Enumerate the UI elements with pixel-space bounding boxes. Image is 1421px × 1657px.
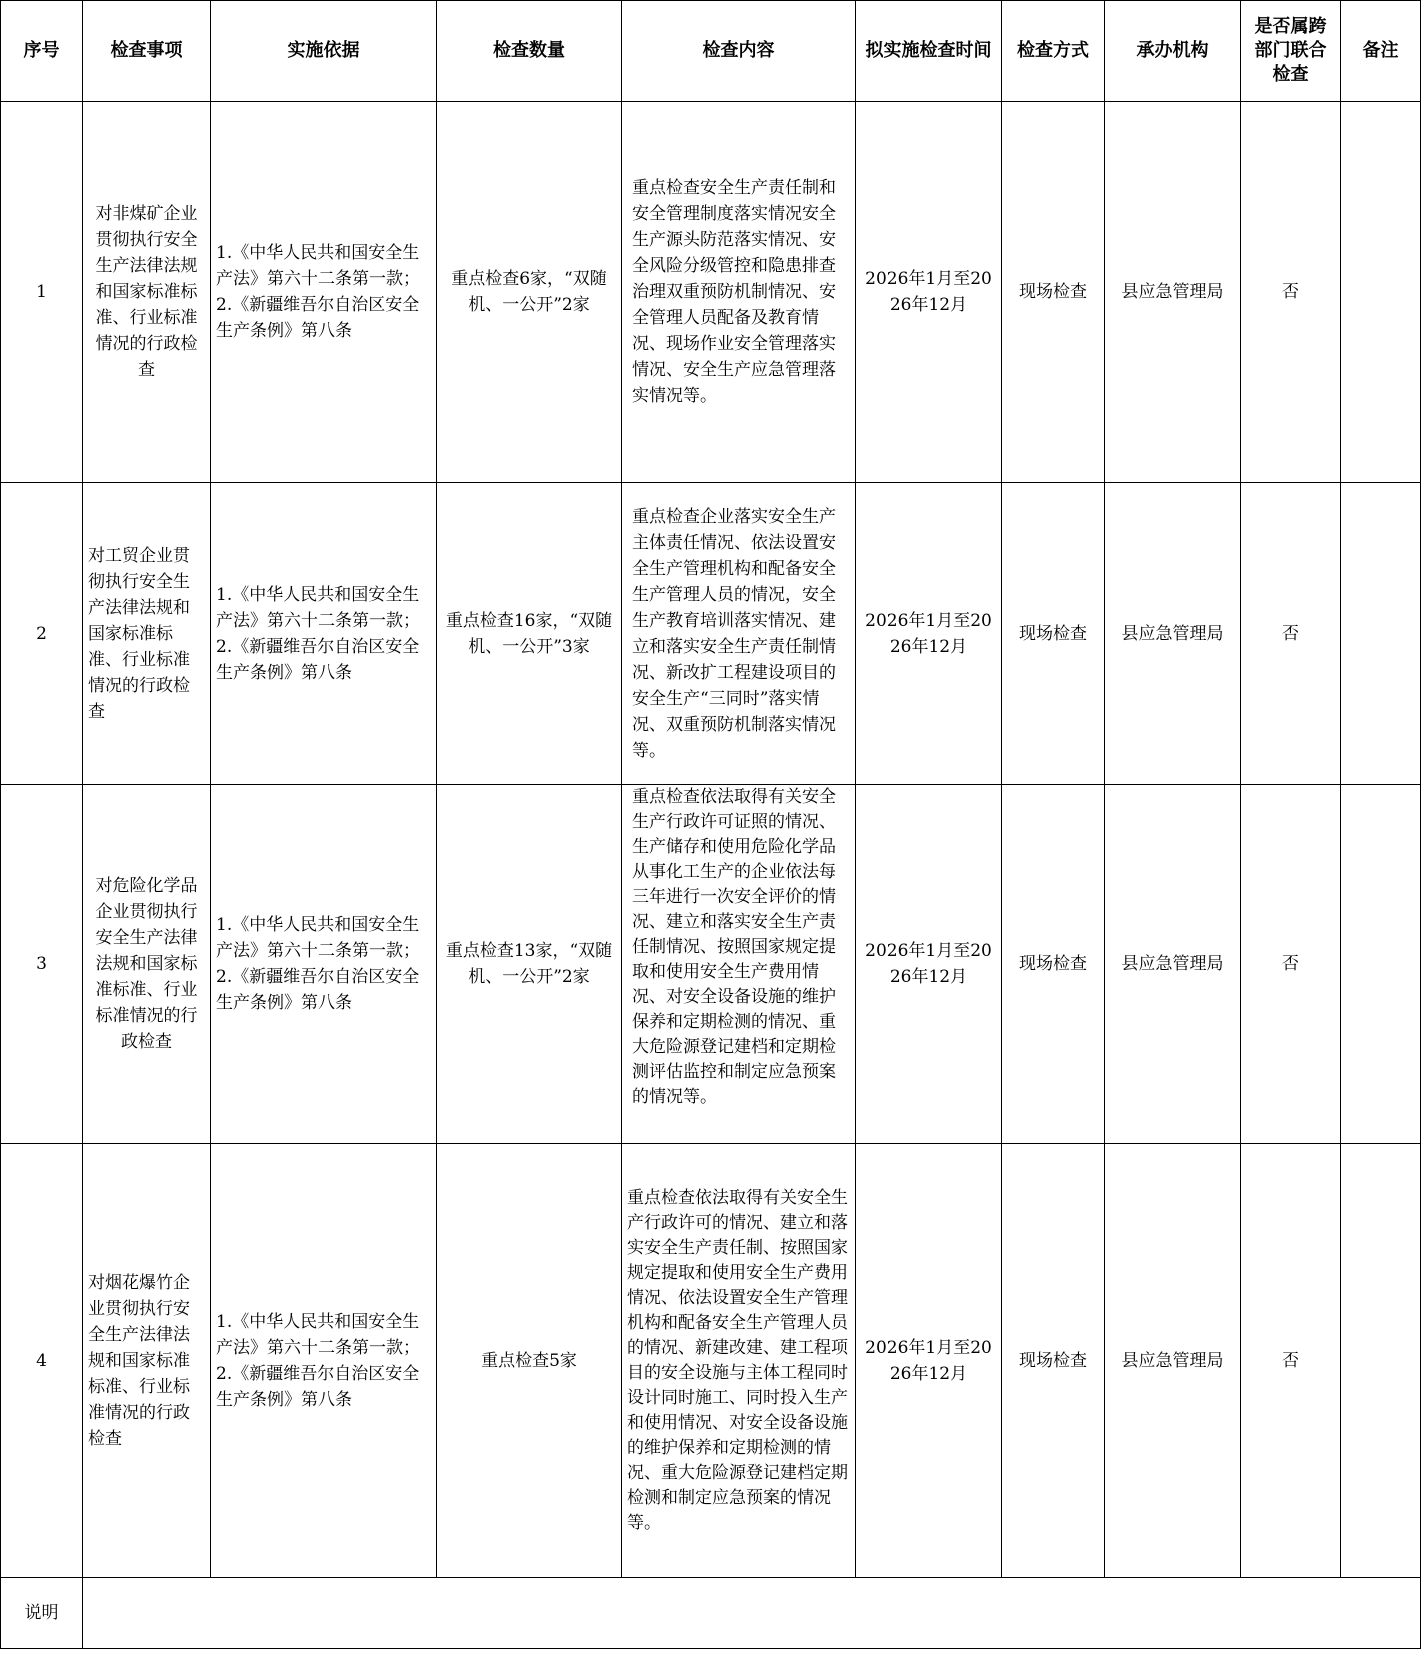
row-quantity: 重点检查5家: [437, 1144, 622, 1578]
row-remark: [1341, 1144, 1421, 1578]
table-row: [1, 785, 1421, 1144]
row-item: 对烟花爆竹企业贯彻执行安全生产法律法规和国家标准标准、行业标准情况的行政检查: [83, 1144, 211, 1578]
row-content: 重点检查企业落实安全生产主体责任情况、依法设置安全生产管理机构和配备安全生产管理人员的情况，安全生产教育培训落实情况、建立和落实安全生产责任制情况、新改扩工程建设项目的安全生产“三同时”落实情况、双重预防机制落实情况等。: [622, 483, 856, 785]
row-method: 现场检查: [1002, 785, 1105, 1144]
row-seq: 1: [1, 102, 83, 483]
row-basis: 1.《中华人民共和国安全生产法》第六十二条第一款；2.《新疆维吾尔自治区安全生产条例》第八条: [211, 785, 437, 1144]
row-method: 现场检查: [1002, 1144, 1105, 1578]
row-remark: [1341, 102, 1421, 483]
row-remark: [1341, 785, 1421, 1144]
row-quantity: 重点检查13家，“双随机、一公开”2家: [437, 785, 622, 1144]
row-content: 重点检查依法取得有关安全生产行政许可的情况、建立和落实安全生产责任制、按照国家规定提取和使用安全生产费用情况、依法设置安全生产管理机构和配备安全生产管理人员的情况、新建改建、建工程项目的安全设施与主体工程同时设计同时施工、同时投入生产和使用情况、对安全设备设施的维护保养和定期检测的情况、重大危险源登记建档定期检测和制定应急预案的情况等。: [622, 1144, 856, 1578]
row-time: 2026年1月至2026年12月: [856, 483, 1002, 785]
row-content: 重点检查安全生产责任制和安全管理制度落实情况安全生产源头防范落实情况、安全风险分级管控和隐患排查治理双重预防机制情况、安全管理人员配备及教育情况、现场作业安全管理落实情况、安全生产应急管理落实情况等。: [622, 102, 856, 483]
row-seq: 4: [1, 1144, 83, 1578]
table-row: [1, 483, 1421, 785]
row-time: 2026年1月至2026年12月: [856, 785, 1002, 1144]
row-joint: 否: [1241, 785, 1341, 1144]
header-item: 检查事项: [83, 1, 211, 102]
footer-label: 说明: [1, 1578, 83, 1649]
row-method: 现场检查: [1002, 102, 1105, 483]
row-method: 现场检查: [1002, 483, 1105, 785]
table-row: [1, 1144, 1421, 1578]
row-item: 对非煤矿企业贯彻执行安全生产法律法规和国家标准标准、行业标准情况的行政检查: [83, 102, 211, 483]
header-basis: 实施依据: [211, 1, 437, 102]
table-row: [1, 102, 1421, 483]
header-remark: 备注: [1341, 1, 1421, 102]
header-time: 拟实施检查时间: [856, 1, 1002, 102]
footer-value: [83, 1578, 1421, 1649]
row-basis: 1.《中华人民共和国安全生产法》第六十二条第一款；2.《新疆维吾尔自治区安全生产条例》第八条: [211, 102, 437, 483]
header-quantity: 检查数量: [437, 1, 622, 102]
row-agency: 县应急管理局: [1105, 483, 1241, 785]
footer-row: [1, 1578, 1421, 1649]
header-seq: 序号: [1, 1, 83, 102]
row-quantity: 重点检查16家，“双随机、一公开”3家: [437, 483, 622, 785]
header-joint: 是否属跨部门联合检查: [1241, 1, 1341, 102]
row-content: 重点检查依法取得有关安全生产行政许可证照的情况、生产储存和使用危险化学品从事化工生产的企业依法每三年进行一次安全评价的情况、建立和落实安全生产责任制情况、按照国家规定提取和使用安全生产费用情况、对安全设备设施的维护保养和定期检测的情况、重大危险源登记建档和定期检测评估监控和制定应急预案的情况等。: [622, 785, 856, 1144]
row-time: 2026年1月至2026年12月: [856, 102, 1002, 483]
row-joint: 否: [1241, 1144, 1341, 1578]
header-agency: 承办机构: [1105, 1, 1241, 102]
row-basis: 1.《中华人民共和国安全生产法》第六十二条第一款；2.《新疆维吾尔自治区安全生产条例》第八条: [211, 1144, 437, 1578]
row-quantity: 重点检查6家，“双随机、一公开”2家: [437, 102, 622, 483]
header-content: 检查内容: [622, 1, 856, 102]
row-seq: 2: [1, 483, 83, 785]
row-seq: 3: [1, 785, 83, 1144]
header-row: [1, 1, 1421, 102]
row-joint: 否: [1241, 102, 1341, 483]
row-agency: 县应急管理局: [1105, 1144, 1241, 1578]
row-time: 2026年1月至2026年12月: [856, 1144, 1002, 1578]
header-method: 检查方式: [1002, 1, 1105, 102]
row-joint: 否: [1241, 483, 1341, 785]
row-item: 对危险化学品企业贯彻执行安全生产法律法规和国家标准标准、行业标准情况的行政检查: [83, 785, 211, 1144]
row-agency: 县应急管理局: [1105, 102, 1241, 483]
row-remark: [1341, 483, 1421, 785]
row-item: 对工贸企业贯彻执行安全生产法律法规和国家标准标准、行业标准情况的行政检查: [83, 483, 211, 785]
row-agency: 县应急管理局: [1105, 785, 1241, 1144]
row-basis: 1.《中华人民共和国安全生产法》第六十二条第一款；2.《新疆维吾尔自治区安全生产条例》第八条: [211, 483, 437, 785]
